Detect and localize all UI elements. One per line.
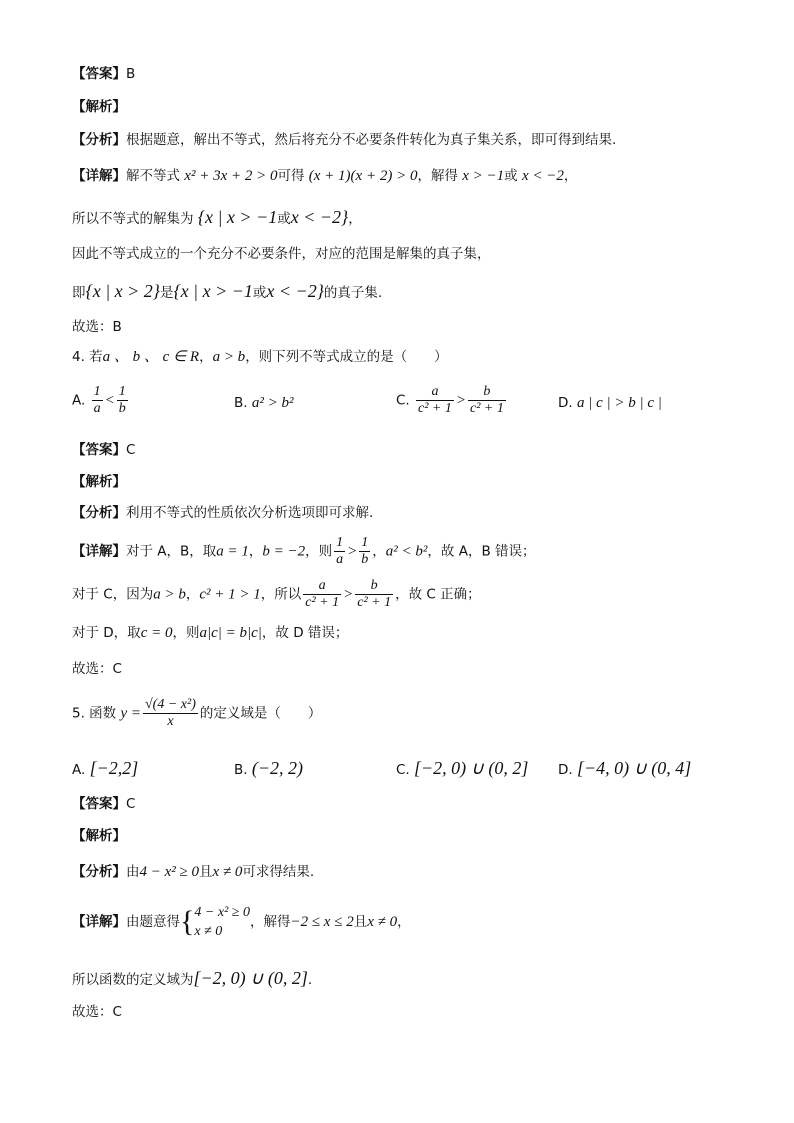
q4-option-a: A. $\frac{1}{a}$ < $\frac{1}{b}$ [72, 384, 126, 416]
answer-value: B [126, 66, 136, 82]
q5-detail-line-2: 所以函数的定义域为[−2, 0) ∪ (0, 2]. [72, 968, 313, 988]
q5-answer-line: 【答案】C [72, 796, 136, 812]
q5-detail-line-1: 【详解】由题意得{ 4 − x² ≥ 0 x ≠ 0 ，解得−2 ≤ x ≤ 2且x ≠ 0， [72, 905, 411, 939]
q4-option-d: D. a | c | > b | c | [558, 395, 662, 411]
q3-detail-line-4: 即{x | x > 2}是{x | x > −1或x < −2}的真子集. [72, 281, 383, 301]
q4-choose-line: 故选：C [72, 661, 122, 677]
q3-detail-line-1: 【详解】解不等式 x² + 3x + 2 > 0可得 (x + 1)(x + 2) > 0，解得 x > −1或 x < −2， [72, 168, 578, 184]
q3-fenxi-line: 【分析】根据题意，解出不等式，然后将充分不必要条件转化为真子集关系，即可得到结果. [72, 132, 617, 148]
q3-answer-line [72, 64, 135, 84]
q4-detail-line-3: 对于 D，取c = 0，则a|c| = b|c|，故 D 错误； [72, 625, 349, 641]
q4-detail-line-1: 【详解】对于 A，B，取a = 1，b = −2，则 $\frac{1}{a}$ > $\frac{1}{b}$ ，a² < b²，故 A，B 错误； [72, 535, 536, 567]
equation-system: 4 − x² ≥ 0 x ≠ 0 [194, 905, 250, 939]
q5-analysis-heading: 【解析】 [72, 828, 126, 844]
fenxi-tag: 【分析】 [72, 132, 126, 148]
q4-answer-line: 【答案】C [72, 442, 136, 458]
q5-option-a: A. [−2,2] [72, 758, 139, 778]
q5-stem: 5. 函数 y = $\frac{\text{√(4 − x²)}}{x}$ 的定义域是（ ） [72, 697, 322, 729]
q5-fenxi-line: 【分析】由4 − x² ≥ 0且x ≠ 0可求得结果. [72, 864, 315, 880]
q3-detail-line-2: 所以不等式的解集为 {x | x > −1或x < −2}， [72, 207, 362, 227]
system-brace: { [180, 905, 195, 938]
q3-choose-line: 故选：B [72, 319, 122, 335]
q5-choose-line: 故选：C [72, 1004, 122, 1020]
q5-option-b: B. (−2, 2) [234, 758, 303, 778]
q4-analysis-heading: 【解析】 [72, 474, 126, 490]
q5-option-d: D. [−4, 0) ∪ (0, 4] [558, 758, 692, 778]
answer-tag: 【答案】 [72, 66, 126, 82]
q4-stem: 4. 若a 、 b 、 c ∈ R，a > b，则下列不等式成立的是（ ） [72, 349, 448, 365]
q4-option-b: B. a² > b² [234, 395, 294, 411]
q4-detail-line-2: 对于 C，因为a > b，c² + 1 > 1，所以 $\frac{a}{\text{c² + 1}}$ > $\frac{b}{\text{c² + 1}}$ ，故 C 正确； [72, 578, 481, 610]
q4-option-c: C. $\frac{a}{\text{c² + 1}}$ > $\frac{b}{\text{c² + 1}}$ [396, 384, 504, 416]
q3-analysis-heading: 【解析】 [72, 99, 126, 115]
detail-tag: 【详解】 [72, 168, 126, 184]
q5-option-c: C. [−2, 0) ∪ (0, 2] [396, 758, 529, 778]
q4-fenxi-line: 【分析】利用不等式的性质依次分析选项即可求解. [72, 505, 374, 521]
q3-detail-line-3: 因此不等式成立的一个充分不必要条件，对应的范围是解集的真子集， [72, 246, 491, 262]
